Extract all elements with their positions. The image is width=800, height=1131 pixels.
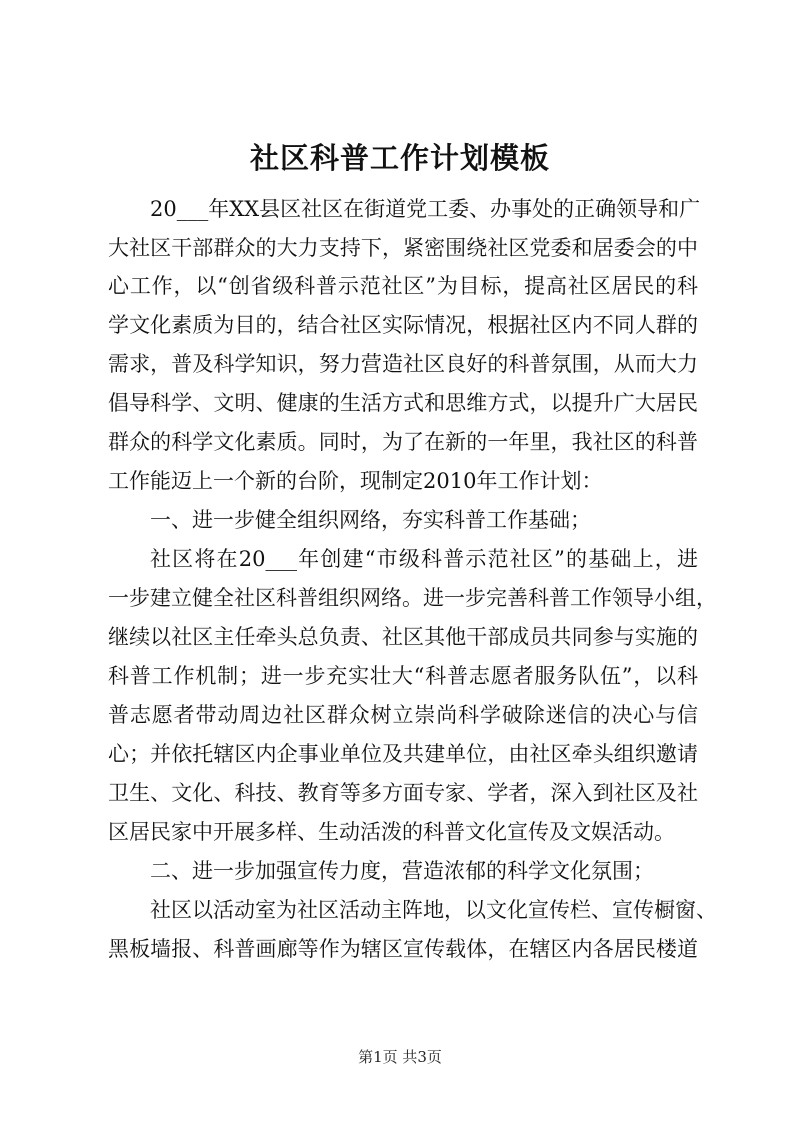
paragraph-line: 黑板墙报、科普画廊等作为辖区宣传载体，在辖区内各居民楼道 [108,937,698,961]
paragraph-line: 区居民家中开展多样、生动活泼的科普文化宣传及文娱活动。 [108,820,675,844]
paragraph-line: 普志愿者带动周边社区群众树立崇尚科学破除迷信的决心与信 [108,703,698,727]
paragraph-line: 倡导科学、文明、健康的生活方式和思维方式，以提升广大居民 [108,391,698,415]
document-title: 社区科普工作计划模板 [249,141,550,175]
paragraph-line: 20___年XX县区社区在街道党工委、办事处的正确领导和广 [150,197,701,221]
paragraph-line: 社区将在20___年创建“市级科普示范社区”的基础上，进 [150,547,698,571]
page-number-footer: 第1页 共3页 [358,1048,442,1066]
paragraph-line: 继续以社区主任牵头总负责、社区其他干部成员共同参与实施的 [108,625,698,649]
section-heading: 二、进一步加强宣传力度，营造浓郁的科学文化氛围； [150,859,654,883]
paragraph-line: 心；并依托辖区内企事业单位及共建单位，由社区牵头组织邀请 [108,742,698,766]
paragraph-line: 社区以活动室为社区活动主阵地，以文化宣传栏、宣传橱窗、 [150,898,717,922]
paragraph-line: 群众的科学文化素质。同时，为了在新的一年里，我社区的科普 [108,430,698,454]
paragraph-line: 心工作，以“创省级科普示范社区”为目标，提高社区居民的科 [108,274,698,298]
paragraph-line: 工作能迈上一个新的台阶，现制定2010年工作计划： [108,469,603,493]
paragraph-line: 科普工作机制；进一步充实壮大“科普志愿者服务队伍”，以科 [108,664,698,688]
paragraph-line: 一步建立健全社区科普组织网络。进一步完善科普工作领导小组， [108,586,717,610]
paragraph-line: 卫生、文化、科技、教育等多方面专家、学者，深入到社区及社 [108,781,698,805]
paragraph-line: 需求，普及科学知识，努力营造社区良好的科普氛围，从而大力 [108,352,698,376]
paragraph-line: 学文化素质为目的，结合社区实际情况，根据社区内不同人群的 [108,313,698,337]
paragraph-line: 大社区干部群众的大力支持下，紧密围绕社区党委和居委会的中 [108,236,698,260]
section-heading: 一、进一步健全组织网络，夯实科普工作基础； [150,508,591,532]
